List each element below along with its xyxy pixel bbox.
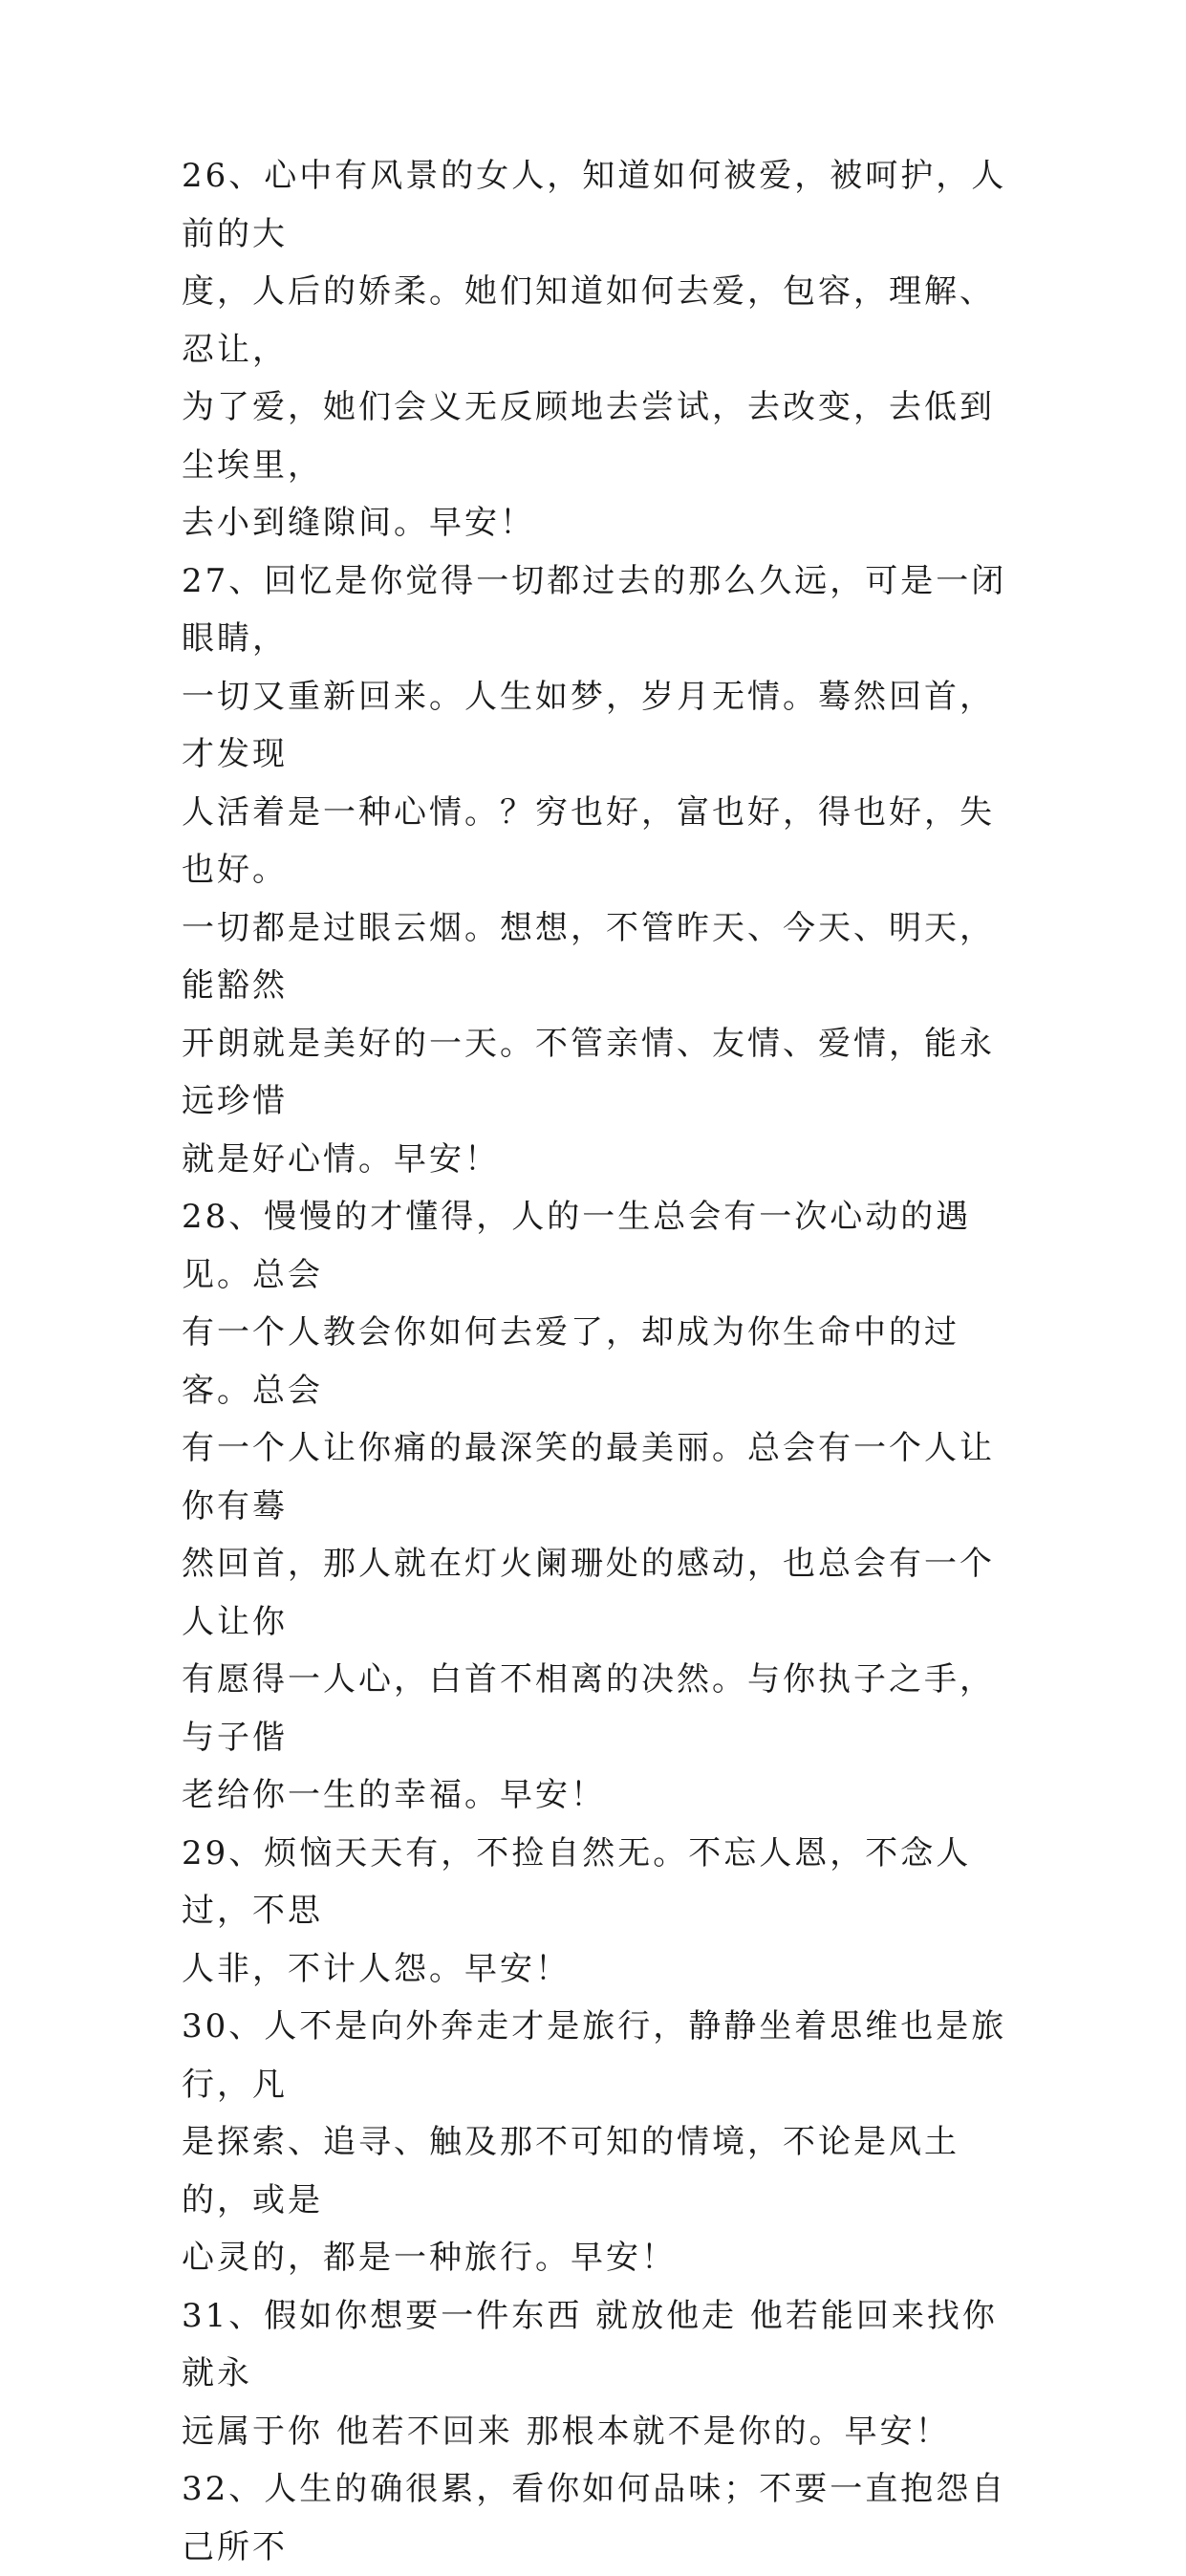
paragraph-28: 28、慢慢的才懂得，人的一生总会有一次心动的遇见。总会 有一个人教会你如何去爱了，却成为你生命中的过客。总会 有一个人让你痛的最深笑的最美丽。总会有一个人让你有蓦 然回首，那人就在灯火阑珊处的感动，也总会有一个人让你 有愿得一人心，白首不相离的决然。与你执子之手，与子偕 老给你一生的幸福。早安！ xyxy=(182,1198,995,1814)
paragraph-30: 30、人不是向外奔走才是旅行，静静坐着思维也是旅行，凡 是探索、追寻、触及那不可知的情境，不论是风土的，或是 心灵的，都是一种旅行。早安！ xyxy=(182,2007,1007,2277)
document-body xyxy=(182,147,1023,2576)
paragraph-31: 31、假如你想要一件东西 就放他走 他若能回来找你 就永 远属于你 他若不回来 那根本就不是你的。早安！ xyxy=(182,2296,998,2451)
paragraph-29: 29、烦恼天天有，不捡自然无。不忘人恩，不念人过，不思 人非，不计人怨。早安！ xyxy=(182,1833,972,1988)
paragraph-27: 27、回忆是你觉得一切都过去的那么久远，可是一闭眼睛， 一切又重新回来。人生如梦，岁月无情。蓦然回首，才发现 人活着是一种心情。？穷也好，富也好，得也好，失也好。 一切都是过眼云烟。想想，不管昨天、今天、明天，能豁然 开朗就是美好的一天。不管亲情、友情、爱情，能永远珍惜 就是好心情。早安！ xyxy=(182,561,1007,1179)
paragraph-26: 26、心中有风景的女人，知道如何被爱，被呵护，人前的大 度，人后的娇柔。她们知道如何去爱，包容，理解、忍让， 为了爱，她们会义无反顾地去尝试，去改变，去低到尘埃里， 去小到缝隙间。早安！ xyxy=(182,157,1007,542)
paragraph-32: 32、人生的确很累，看你如何品味；不要一直抱怨自己所不 xyxy=(182,2470,1007,2566)
